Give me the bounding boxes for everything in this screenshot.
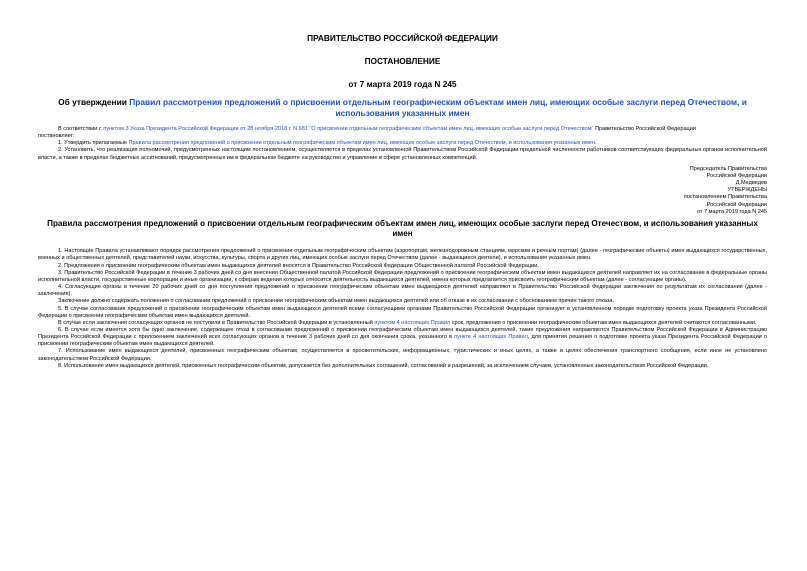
signature-position: Председатель Правительства — [689, 165, 767, 172]
rules-paragraph-6 — [38, 327, 767, 348]
signature-name: Д.Медведев — [735, 180, 767, 187]
rules-body — [38, 248, 767, 370]
approved-stamp: УТВЕРЖДЕНЫ — [727, 187, 767, 194]
approved-rules-link[interactable]: Правила рассмотрения предложений о присвоении отдельным географическим объектам имен лиц, имеющих особые заслуги перед Отечеством, и использования указанных имен — [128, 140, 595, 147]
rules-paragraph-7: 7. Использование имен выдающихся деятелей, присвоенных географическим объектам, осуществляется в просветительских, информационных, туристических и иных целях, а также в целях обеспечения транспортного сообщения, если иное не установлено законодательством Российской Федерации. — [38, 348, 767, 362]
approved-date-number: от 7 марта 2019 года N 245 — [696, 208, 767, 215]
rules-paragraph-8: 8. Использование имен выдающихся деятелей, присвоенных географическим объектам, допускается без дополнительных соглашений, согласований и разрешений, за исключением случаев, установленных законодательством Российской Федерации. — [58, 362, 709, 369]
preamble-paragraph — [38, 126, 767, 133]
rules-paragraph-5b-lead: В случае если заключения согласующих органов не поступили в Правительство Российской Федерации в установленный — [58, 319, 375, 326]
rules-paragraph-4b: Заключение должно содержать положения о согласовании предложений о присвоении географическим объектам имен выдающихся деятелей или об отказе в их согласовании с обоснованием причин такого отказа. — [58, 298, 615, 305]
preamble-lead: В соответствии с — [58, 126, 104, 132]
rules-paragraph-4: 4. Согласующие органы в течение 20 рабочих дней со дня поступления предложений о присвоении географическим объектам имен выдающихся деятелей направляют в Правительство Российской Федерации заключения по результатам их согласования (далее - заключения). — [38, 284, 767, 298]
title-prefix: Об утверждении — [58, 97, 130, 107]
point-4-link-2[interactable]: пункте 4 настоящих Правил — [454, 334, 528, 341]
presidential-decree-link[interactable]: пунктом 3 Указа Президента Российской Федерации от 28 ноября 2018 г. N 681 "О присвоении отдельным географическим объектам имен лиц, имеющих особые заслуги перед Отечеством" — [103, 126, 594, 132]
government-heading: ПРАВИТЕЛЬСТВО РОССИЙСКОЙ ФЕДЕРАЦИИ — [307, 33, 498, 43]
decree-date-number: от 7 марта 2019 года N 245 — [348, 79, 457, 89]
preamble-tail: Правительство Российской Федерации — [593, 126, 696, 132]
rules-paragraph-6-tail: , для принятия решения о подготовке проекта указа Президента Российской Федерации о присвоении географическим объектам имен выдающихся деятелей. — [38, 334, 767, 348]
rules-paragraph-2: 2. Предложения о присвоении географическим объектам имен выдающихся деятелей вносятся в Правительство Российской Федерации Общественной палатой Российской Федерации. — [58, 262, 539, 269]
decides-text: постановляет: — [38, 133, 75, 140]
document-title — [38, 97, 767, 118]
rules-paragraph-6-lead: 6. В случае если имеется хотя бы одно заключение, содержащее отказ в согласовании предложений о присвоении географическим объектам имен выдающихся деятелей, такие предложения направляются Правительством Российской Федерации в Администрацию Президента Российской Федерации с приложением заключений всех согласующих органов в течение 3 рабочих дней со дня окончания срока, указанного в — [38, 327, 767, 341]
document-type-heading: ПОСТАНОВЛЕНИЕ — [364, 56, 441, 66]
rules-paragraph-5b — [38, 320, 767, 327]
approved-country: Российской Федерации — [706, 201, 767, 208]
rules-title: Правила рассмотрения предложений о присвоении отдельным географическим объектам имен лиц, имеющих особые заслуги перед Отечеством, и использования указанных имен — [47, 218, 758, 239]
rules-title-link[interactable]: Правил рассмотрения предложений о присвоении отдельным географическим объектам имен лиц, имеющих особые заслуги перед Отечеством, и использования указанных имен — [129, 97, 747, 118]
approved-by-decree: постановлением Правительства — [683, 194, 767, 201]
decree-item-1-tail: . — [594, 140, 597, 147]
decree-item-1-lead: 1. Утвердить прилагаемые — [58, 140, 129, 147]
rules-paragraph-1: 1. Настоящие Правила устанавливают порядок рассмотрения предложений о присвоении отдельным географическим объектам (аэропортам, железнодорожным станциям, морским и речным портам) (далее - географические объекты) имен выдающихся государственных, военных и общественных деятелей, представителей науки, искусства, культуры, спорта и других лиц, имеющих особые заслуги перед Отечеством (далее - выдающиеся деятели), и использования указанных имен. — [38, 248, 767, 262]
decree-item-2: 2. Установить, что реализация полномочий, предусмотренных настоящим постановлением, осуществляется в пределах установленной Правительством Российской Федерации предельной численности работников соответствующих федеральных органов исполнительной власти, а также в пределах бюджетных ассигнований, предусмотренных им в федеральном бюджете на руководство и управление в сфере установленных компетенций. — [38, 147, 767, 161]
rules-paragraph-5b-tail: срок, предложения о присвоении географическим объектам имен выдающихся деятелей считаются согласованными. — [450, 319, 757, 326]
signature-country: Российской Федерации — [706, 172, 767, 179]
point-4-link[interactable]: пунктом 4 настоящих Правил — [374, 319, 451, 326]
rules-paragraph-5: 5. В случае согласования предложений о присвоении географическим объектам имен выдающихся деятелей всеми согласующими органами Правительство Российской Федерации организует в установленном порядке подготовку проекта указа Президента Российской Федерации о присвоении географическим объектам имен выдающихся деятелей. — [38, 305, 767, 319]
rules-paragraph-3: 3. Правительство Российской Федерации в течение 3 рабочих дней со дня внесения Общественной палатой Российской Федерации предложений о присвоении географическим объектам имен выдающихся деятелей направляет их на согласование в федеральные органы исполнительной власти, государственные корпорации и иные организации, к сферам ведения которых относится деятельность выдающихся деятелей, имена которых предлагается присвоить географическим объектам (далее - согласующие органы). — [38, 269, 767, 283]
